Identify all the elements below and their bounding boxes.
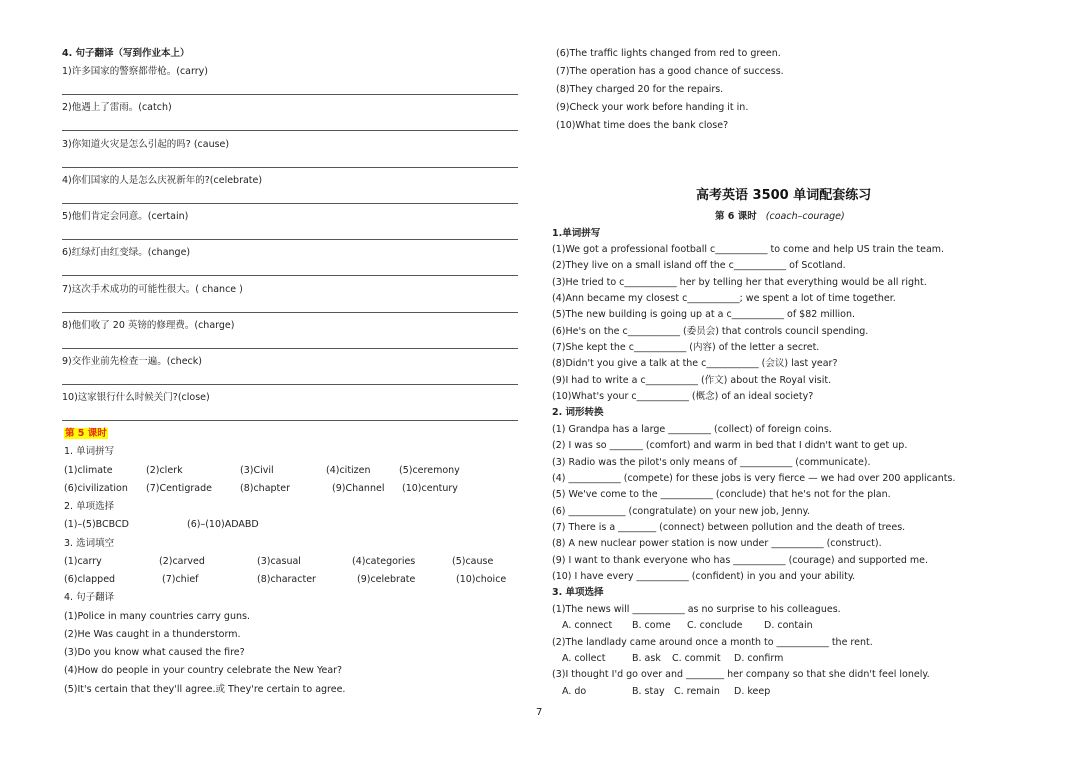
choice-option: B. come (632, 620, 671, 631)
spell-answer: (3)Civil (240, 465, 274, 476)
spell-question: (4)Ann became my closest c___________; we spent a lot of time together. (552, 293, 896, 304)
top-answer: (9)Check your work before handing it in. (556, 102, 749, 113)
top-answer: (6)The traffic lights changed from red to green. (556, 48, 781, 59)
top-answer: (8)They charged 20 for the repairs. (556, 84, 724, 95)
spell-question: (7)She kept the c___________ (内容) of the letter a secret. (552, 342, 820, 353)
choice-option: A. collect (562, 653, 606, 664)
choice-option: B. stay (632, 686, 665, 697)
choice-answer: (1)–(5)BCBCD (64, 519, 129, 530)
translate-item: 9)交作业前先检查一遍。(check) (62, 356, 202, 367)
choice-option: B. ask (632, 653, 661, 664)
fill-header: 3. 选词填空 (64, 538, 115, 549)
choice-option: C. remain (674, 686, 720, 697)
translate-item: 6)红绿灯由红变绿。(change) (62, 247, 191, 258)
choice-question: (1)The news will ___________ as no surprise to his colleagues. (552, 604, 841, 615)
fill-answer: (10)choice (456, 574, 507, 585)
answer-line (62, 94, 518, 95)
fill-answer: (8)character (257, 574, 316, 585)
fill-answer: (1)carry (64, 556, 102, 567)
spell-answer: (4)citizen (326, 465, 371, 476)
spell-answer: (7)Centigrade (146, 483, 212, 494)
wordform-question: (7) There is a ________ (connect) between pollution and the death of trees. (552, 522, 906, 533)
sec1-header: 1.单词拼写 (552, 228, 601, 239)
page-title: 高考英语 3500 单词配套练习 (696, 188, 872, 203)
choice-question: (3)I thought I'd go over and ________ her company so that she didn't feel lonely. (552, 669, 930, 680)
trans-answer: (2)He Was caught in a thunderstorm. (64, 629, 241, 640)
sec3-header: 3. 单项选择 (552, 587, 604, 598)
spell-answer: (2)clerk (146, 465, 183, 476)
translate-item: 5)他们肯定会同意。(certain) (62, 211, 189, 222)
translate-item: 8)他们收了 20 英镑的修理费。(charge) (62, 320, 235, 331)
spell-question: (5)The new building is going up at a c___________ of $82 million. (552, 309, 855, 320)
choice-question: (2)The landlady came around once a month to ___________ the rent. (552, 637, 873, 648)
trans-answer: (3)Do you know what caused the fire? (64, 647, 245, 658)
choice-answer: (6)–(10)ADABD (187, 519, 259, 530)
choice-option: A. connect (562, 620, 613, 631)
wordform-question: (4) ___________ (compete) for these jobs is very fierce — we had over 200 applicants. (552, 473, 956, 484)
wordform-question: (10) I have every ___________ (confident) in you and your ability. (552, 571, 856, 582)
translate-item: 7)这次手术成功的可能性很大。( chance ) (62, 284, 243, 295)
fill-answer: (6)clapped (64, 574, 116, 585)
spell-answer: (5)ceremony (399, 465, 460, 476)
page-number: 7 (536, 707, 543, 718)
translate-item: 1)许多国家的警察都带枪。(carry) (62, 66, 208, 77)
top-answer: (10)What time does the bank close? (556, 120, 729, 131)
spell-question: (10)What's your c___________ (概念) of an ideal society? (552, 391, 814, 402)
lesson5-heading: 第 5 课时 (65, 428, 107, 439)
wordform-question: (5) We've come to the ___________ (conclude) that he's not for the plan. (552, 489, 891, 500)
answer-line (62, 420, 518, 421)
answer-line (62, 239, 518, 240)
wordform-question: (9) I want to thank everyone who has ___________ (courage) and supported me. (552, 555, 929, 566)
spell-question: (3)He tried to c___________ her by telling her that everything would be all right. (552, 277, 927, 288)
answer-line (62, 275, 518, 276)
lesson-subtitle: 第 6 课时 (coach–courage) (715, 211, 845, 222)
choice-option: C. conclude (687, 620, 743, 631)
trans-answer: (5)It's certain that they'll agree.或 They're certain to agree. (64, 684, 346, 695)
sec2-header: 2. 词形转换 (552, 407, 604, 418)
spell-question: (6)He's on the c___________ (委员会) that controls council spending. (552, 326, 869, 337)
wordform-question: (3) Radio was the pilot's only means of ___________ (communicate). (552, 457, 871, 468)
choice-option: D. confirm (734, 653, 784, 664)
spell-question: (9)I had to write a c___________ (作文) about the Royal visit. (552, 375, 832, 386)
translate-header: 4. 句子翻译（写到作业本上） (62, 48, 190, 59)
translate-item: 4)你们国家的人是怎么庆祝新年的?(celebrate) (62, 175, 263, 186)
translate-item: 3)你知道火灾是怎么引起的吗? (cause) (62, 139, 230, 150)
spell-question: (2)They live on a small island off the c___________ of Scotland. (552, 260, 846, 271)
wordform-question: (8) A new nuclear power station is now under ___________ (construct). (552, 538, 882, 549)
spell-answer: (1)climate (64, 465, 113, 476)
choice-header: 2. 单项选择 (64, 501, 115, 512)
choice-option: D. keep (734, 686, 771, 697)
answer-line (62, 384, 518, 385)
spell-answer: (6)civilization (64, 483, 128, 494)
choice-option: A. do (562, 686, 587, 697)
wordform-question: (6) ____________ (congratulate) on your new job, Jenny. (552, 506, 810, 517)
spell-question: (1)We got a professional football c___________ to come and help US train the team. (552, 244, 945, 255)
translate-item: 10)这家银行什么时候关门?(close) (62, 392, 210, 403)
choice-option: C. commit (672, 653, 721, 664)
answer-line (62, 130, 518, 131)
answer-line (62, 203, 518, 204)
fill-answer: (7)chief (162, 574, 199, 585)
fill-answer: (3)casual (257, 556, 301, 567)
answer-line (62, 312, 518, 313)
spell-answer: (8)chapter (240, 483, 291, 494)
choice-option: D. contain (764, 620, 813, 631)
top-answer: (7)The operation has a good chance of success. (556, 66, 784, 77)
trans-header: 4. 句子翻译 (64, 592, 115, 603)
translate-item: 2)他遇上了雷雨。(catch) (62, 102, 172, 113)
fill-answer: (5)cause (452, 556, 494, 567)
answer-line (62, 167, 518, 168)
trans-answer: (4)How do people in your country celebrate the New Year? (64, 665, 343, 676)
fill-answer: (4)categories (352, 556, 416, 567)
spell-answer: (9)Channel (332, 483, 385, 494)
spell-header: 1. 单词拼写 (64, 446, 115, 457)
fill-answer: (2)carved (159, 556, 205, 567)
trans-answer: (1)Police in many countries carry guns. (64, 611, 250, 622)
spell-answer: (10)century (402, 483, 458, 494)
wordform-question: (1) Grandpa has a large _________ (collect) of foreign coins. (552, 424, 832, 435)
spell-question: (8)Didn't you give a talk at the c___________ (会议) last year? (552, 358, 838, 369)
answer-line (62, 348, 518, 349)
fill-answer: (9)celebrate (357, 574, 416, 585)
wordform-question: (2) I was so _______ (comfort) and warm in bed that I didn't want to get up. (552, 440, 908, 451)
